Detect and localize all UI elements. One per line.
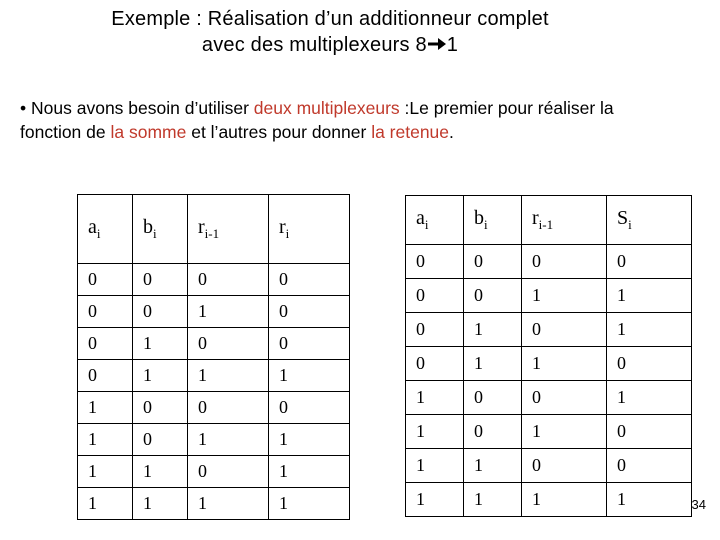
table-cell: 1 (522, 415, 607, 449)
table-cell: 0 (464, 415, 522, 449)
table-cell: 1 (133, 456, 188, 488)
table-row (406, 279, 692, 313)
bullet: • (20, 98, 27, 118)
table-cell: 0 (133, 264, 188, 296)
table-cell: 1 (607, 279, 692, 313)
intro-text-1: Nous avons besoin d’utiliser (31, 98, 254, 118)
table-cell: 1 (464, 449, 522, 483)
header-subscript: i (285, 226, 290, 241)
table-cell: 0 (522, 313, 607, 347)
intro-highlight-somme: la somme (110, 122, 187, 142)
table-cell: 1 (188, 424, 269, 456)
table-cell: 1 (78, 488, 133, 520)
table-cell: 1 (406, 449, 464, 483)
table-cell: 1 (607, 381, 692, 415)
carry-truth-table (77, 194, 350, 520)
table-cell: 1 (269, 424, 350, 456)
table-cell: 0 (133, 392, 188, 424)
table-row (406, 245, 692, 279)
table-cell: 0 (133, 424, 188, 456)
table-cell: 0 (188, 264, 269, 296)
table-cell: 1 (522, 483, 607, 517)
header-base: a (88, 216, 97, 238)
table-cell: 1 (406, 381, 464, 415)
intro-paragraph (20, 96, 640, 144)
table-cell: 0 (464, 381, 522, 415)
table-cell: 0 (607, 449, 692, 483)
header-subscript: i-1 (538, 217, 554, 232)
table-cell: 1 (78, 456, 133, 488)
table-row (78, 392, 350, 424)
table-cell: 1 (464, 483, 522, 517)
table-cell: 1 (269, 456, 350, 488)
table-cell: 0 (133, 296, 188, 328)
table-cell: 1 (188, 360, 269, 392)
table-cell: 1 (607, 313, 692, 347)
table-cell: 0 (269, 264, 350, 296)
table-cell: 0 (522, 449, 607, 483)
table-cell: 1 (464, 347, 522, 381)
table-row (78, 296, 350, 328)
table-row (406, 347, 692, 381)
table-cell: 0 (78, 264, 133, 296)
table-cell: 1 (78, 424, 133, 456)
table-row (78, 424, 350, 456)
title-line-2-prefix: avec des multiplexeurs 8 (201, 34, 427, 56)
table-cell: 0 (522, 381, 607, 415)
column-header (522, 196, 607, 245)
table-cell: 1 (269, 488, 350, 520)
slide-title (0, 6, 660, 59)
table-cell: 1 (522, 347, 607, 381)
column-header (188, 195, 269, 264)
table-cell: 1 (133, 328, 188, 360)
table-row (78, 456, 350, 488)
column-header (78, 195, 133, 264)
table-cell: 0 (464, 279, 522, 313)
table-cell: 0 (406, 347, 464, 381)
table-cell: 1 (406, 415, 464, 449)
table-cell: 0 (406, 313, 464, 347)
table-row (406, 449, 692, 483)
intro-text-4: . (449, 122, 454, 142)
table-cell: 1 (133, 488, 188, 520)
page-number: 34 (691, 497, 706, 512)
table-cell: 0 (188, 392, 269, 424)
column-header (406, 196, 464, 245)
table-cell: 0 (78, 328, 133, 360)
table-cell: 0 (607, 415, 692, 449)
table-cell: 0 (269, 392, 350, 424)
table-cell: 0 (78, 296, 133, 328)
table-cell: 0 (607, 245, 692, 279)
column-header (464, 196, 522, 245)
table-cell: 1 (406, 483, 464, 517)
table-cell: 0 (464, 245, 522, 279)
table-row (78, 328, 350, 360)
table-cell: 1 (188, 296, 269, 328)
table-cell: 0 (78, 360, 133, 392)
table-cell: 0 (188, 456, 269, 488)
header-base: b (474, 207, 484, 229)
table-header-row (78, 195, 350, 264)
table-row (406, 313, 692, 347)
table-header-row (406, 196, 692, 245)
table-row (406, 415, 692, 449)
table-cell: 1 (133, 360, 188, 392)
right-arrow-icon (427, 33, 447, 59)
header-subscript: i (628, 217, 632, 232)
table-cell: 1 (269, 360, 350, 392)
table-cell: 1 (464, 313, 522, 347)
header-base: S (617, 207, 629, 229)
title-line-1: Exemple : Réalisation d’un additionneur complet (111, 8, 549, 30)
table-cell: 1 (188, 488, 269, 520)
table-cell: 0 (522, 245, 607, 279)
header-subscript: i (424, 217, 429, 232)
column-header (133, 195, 188, 264)
table-cell: 0 (406, 279, 464, 313)
table-cell: 0 (188, 328, 269, 360)
header-base: r (279, 216, 286, 238)
header-subscript: i (484, 217, 488, 232)
table-cell: 0 (269, 328, 350, 360)
table-row (406, 483, 692, 517)
table-cell: 0 (269, 296, 350, 328)
intro-text-3: et l’autres pour donner (186, 122, 372, 142)
column-header (607, 196, 692, 245)
table-cell: 1 (78, 392, 133, 424)
table-row (406, 381, 692, 415)
column-header (269, 195, 350, 264)
header-base: r (532, 207, 539, 229)
table-row (78, 264, 350, 296)
header-base: r (198, 216, 205, 238)
header-subscript: i (153, 226, 157, 241)
table-row (78, 488, 350, 520)
header-base: b (143, 216, 153, 238)
header-base: a (416, 207, 425, 229)
header-subscript: i-1 (204, 226, 220, 241)
title-line-2 (0, 32, 660, 59)
intro-highlight-multiplexeurs: deux multiplexeurs (253, 98, 400, 118)
table-cell: 1 (607, 483, 692, 517)
sum-truth-table (405, 195, 692, 517)
table-cell: 0 (607, 347, 692, 381)
intro-highlight-retenue: la retenue (371, 122, 450, 142)
table-cell: 1 (522, 279, 607, 313)
header-subscript: i (96, 226, 101, 241)
intro-text-2: :Le premier pour réaliser la fonction de (20, 98, 614, 142)
table-cell: 0 (406, 245, 464, 279)
title-line-2-suffix: 1 (446, 34, 459, 56)
table-row (78, 360, 350, 392)
